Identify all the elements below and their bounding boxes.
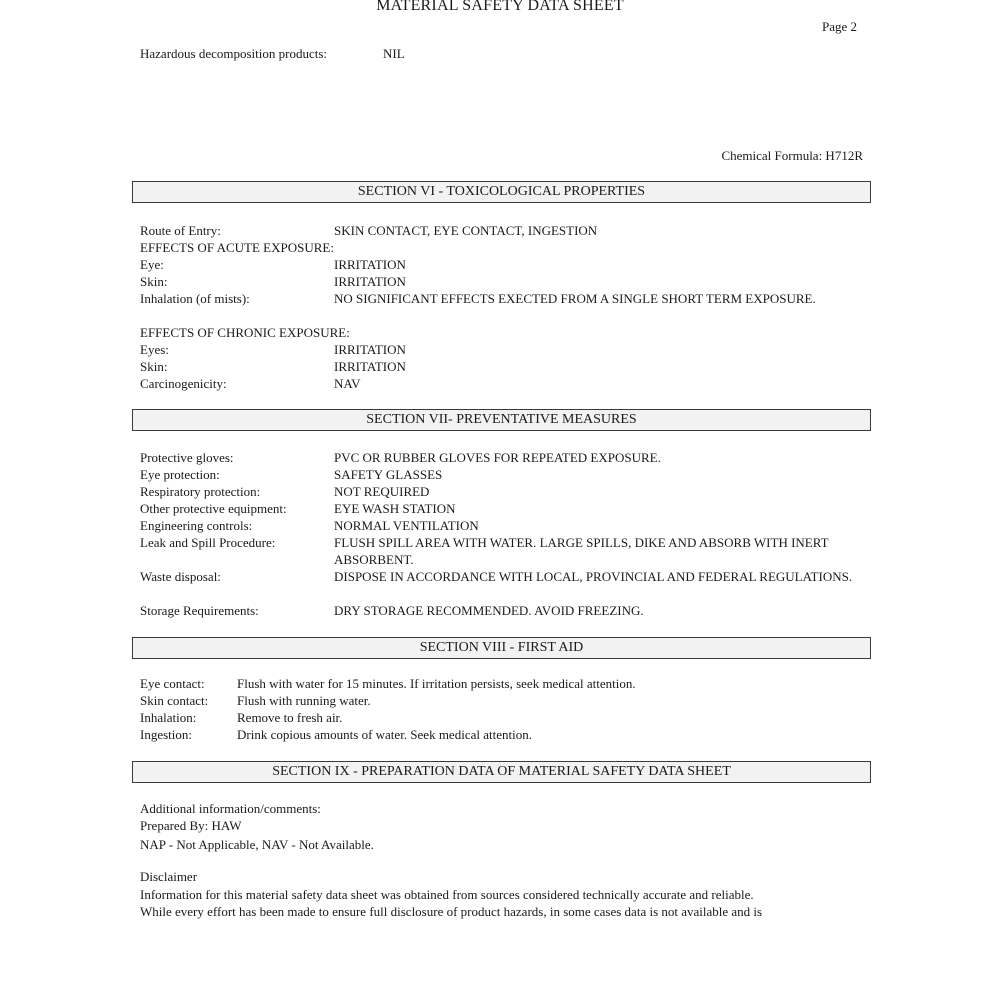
prevent-label: Storage Requirements: — [140, 603, 259, 618]
page-number: Page 2 — [822, 19, 858, 34]
first-aid-value: Remove to fresh air. — [237, 710, 343, 725]
tox-value: NAV — [334, 376, 361, 391]
tox-value: NO SIGNIFICANT EFFECTS EXECTED FROM A SINGLE SHORT TERM EXPOSURE. — [334, 291, 816, 306]
tox-label: Eye: — [140, 257, 164, 272]
tox-value: IRRITATION — [334, 359, 406, 374]
prevent-label: Respiratory protection: — [140, 484, 261, 499]
prevent-label: Other protective equipment: — [140, 501, 287, 516]
prevent-label: Eye protection: — [140, 467, 220, 482]
tox-label: Skin: — [140, 359, 168, 374]
abbreviations: NAP - Not Applicable, NAV - Not Available. — [140, 837, 374, 852]
tox-value: SKIN CONTACT, EYE CONTACT, INGESTION — [334, 223, 598, 238]
tox-label: EFFECTS OF CHRONIC EXPOSURE: — [140, 325, 350, 340]
prevent-label: Engineering controls: — [140, 518, 253, 533]
prevent-value: NORMAL VENTILATION — [334, 518, 479, 533]
prevent-value: DRY STORAGE RECOMMENDED. AVOID FREEZING. — [334, 603, 644, 618]
first-aid-label: Eye contact: — [140, 676, 205, 691]
first-aid-label: Skin contact: — [140, 693, 209, 708]
prevent-label: Leak and Spill Procedure: — [140, 535, 276, 550]
hazardous-decomposition-label: Hazardous decomposition products: — [140, 46, 328, 61]
tox-value: IRRITATION — [334, 257, 406, 272]
disclaimer-line: Information for this material safety data sheet was obtained from sources considered technically accurate and reliable. — [140, 887, 754, 902]
prevent-value: DISPOSE IN ACCORDANCE WITH LOCAL, PROVINCIAL AND FEDERAL REGULATIONS. — [334, 569, 853, 584]
tox-label: EFFECTS OF ACUTE EXPOSURE: — [140, 240, 334, 255]
first-aid-value: Flush with running water. — [237, 693, 371, 708]
section-9-header: SECTION IX - PREPARATION DATA OF MATERIAL SAFETY DATA SHEET — [132, 761, 871, 783]
tox-label: Route of Entry: — [140, 223, 221, 238]
prevent-value: FLUSH SPILL AREA WITH WATER. LARGE SPILLS, DIKE AND ABSORB WITH INERT ABSORBENT. — [334, 535, 829, 567]
tox-value: IRRITATION — [334, 274, 406, 289]
first-aid-label: Ingestion: — [140, 727, 192, 742]
disclaimer-line: While every effort has been made to ensure full disclosure of product hazards, in some cases data is not available and is — [140, 904, 763, 919]
section-8-header: SECTION VIII - FIRST AID — [132, 637, 871, 659]
chemical-formula: Chemical Formula: H712R — [721, 148, 863, 163]
prepared-by: Prepared By: HAW — [140, 818, 242, 833]
prevent-value: PVC OR RUBBER GLOVES FOR REPEATED EXPOSURE. — [334, 450, 661, 465]
tox-value: IRRITATION — [334, 342, 406, 357]
tox-label: Eyes: — [140, 342, 169, 357]
additional-info: Additional information/comments: — [140, 801, 321, 816]
document-title: MATERIAL SAFETY DATA SHEET — [376, 0, 624, 14]
prevent-value: SAFETY GLASSES — [334, 467, 443, 482]
prevent-label: Waste disposal: — [140, 569, 221, 584]
prevent-value: NOT REQUIRED — [334, 484, 430, 499]
prevent-label: Protective gloves: — [140, 450, 234, 465]
first-aid-value: Flush with water for 15 minutes. If irritation persists, seek medical attention. — [237, 676, 636, 691]
tox-label: Carcinogenicity: — [140, 376, 227, 391]
first-aid-value: Drink copious amounts of water. Seek medical attention. — [237, 727, 532, 742]
tox-label: Inhalation (of mists): — [140, 291, 250, 306]
disclaimer-title: Disclaimer — [140, 869, 198, 884]
prevent-value: EYE WASH STATION — [334, 501, 456, 516]
section-6-header: SECTION VI - TOXICOLOGICAL PROPERTIES — [132, 181, 871, 203]
hazardous-decomposition-value: NIL — [383, 46, 405, 61]
tox-label: Skin: — [140, 274, 168, 289]
first-aid-label: Inhalation: — [140, 710, 197, 725]
section-7-header: SECTION VII- PREVENTATIVE MEASURES — [132, 409, 871, 431]
